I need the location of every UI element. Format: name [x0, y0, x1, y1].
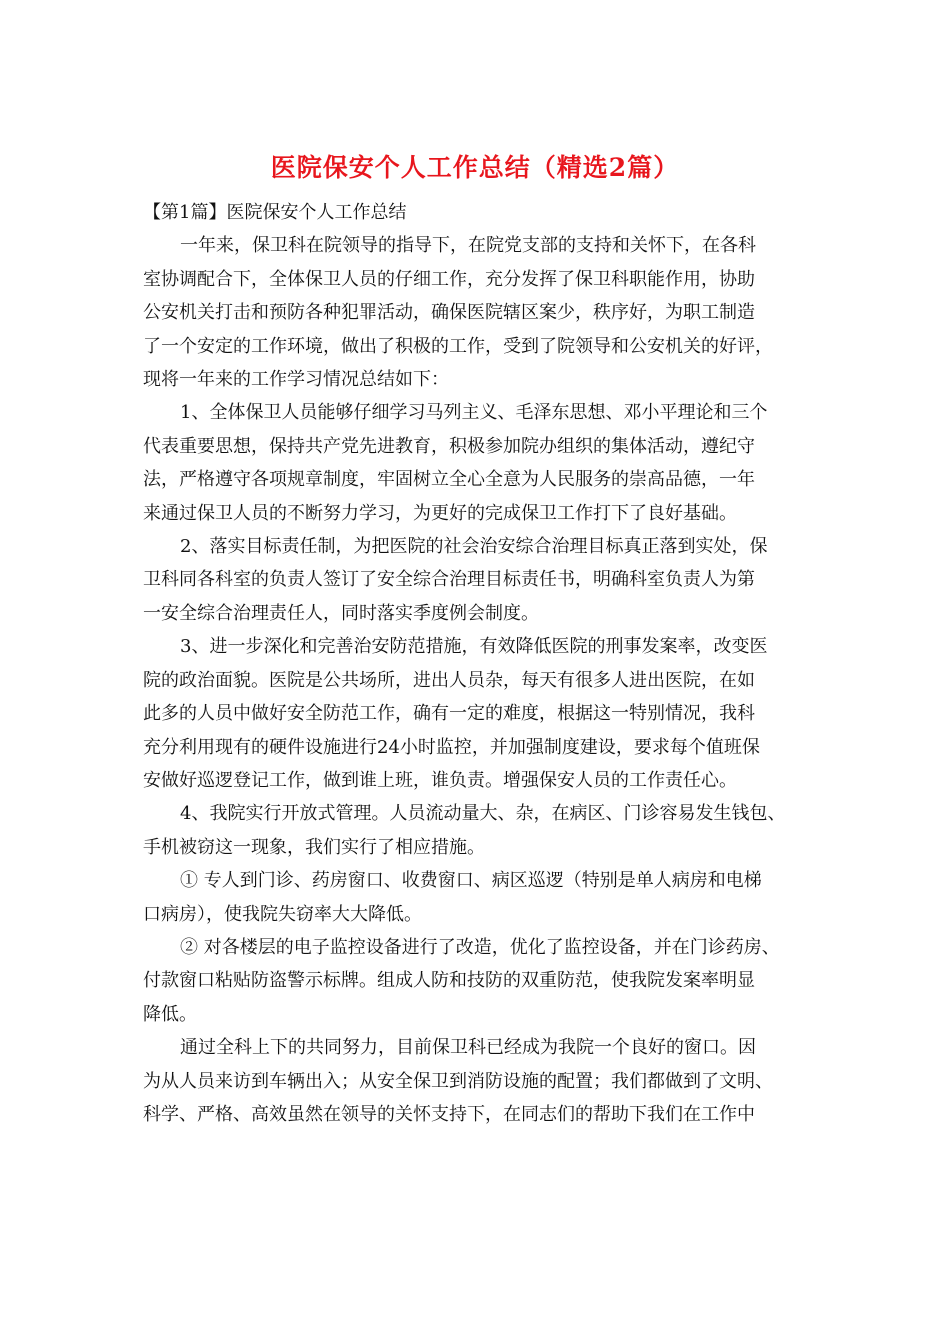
paragraph-line: 了一个安定的工作环境，做出了积极的工作，受到了院领导和公安机关的好评， — [143, 335, 773, 357]
paragraph-line: 为从人员来访到车辆出入；从安全保卫到消防设施的配置；我们都做到了文明、 — [143, 1070, 773, 1092]
paragraph-line: 一安全综合治理责任人，同时落实季度例会制度。 — [143, 602, 539, 624]
paragraph-line: 降低。 — [143, 1003, 197, 1025]
paragraph-line: 通过全科上下的共同努力，目前保卫科已经成为我院一个良好的窗口。因 — [180, 1037, 756, 1059]
paragraph-line: 3、进一步深化和完善治安防范措施，有效降低医院的刑事发案率，改变医 — [180, 636, 768, 658]
paragraph-line: 卫科同各科室的负责人签订了安全综合治理目标责任书，明确科室负责人为第 — [143, 569, 755, 591]
paragraph-line: 此多的人员中做好安全防范工作，确有一定的难度，根据这一特别情况，我科 — [143, 703, 755, 725]
paragraph-line: 一年来，保卫科在院领导的指导下，在院党支部的支持和关怀下，在各科 — [180, 235, 756, 257]
paragraph-line: 公安机关打击和预防各种犯罪活动，确保医院辖区案少，秩序好，为职工制造 — [143, 302, 755, 324]
paragraph-line: 4、我院实行开放式管理。人员流动量大、杂，在病区、门诊容易发生钱包、 — [180, 803, 786, 825]
paragraph-line: 1、全体保卫人员能够仔细学习马列主义、毛泽东思想、邓小平理论和三个 — [180, 402, 768, 424]
paragraph-line: ② 对各楼层的电子监控设备进行了改造，优化了监控设备，并在门诊药房、 — [180, 936, 780, 958]
paragraph-line: 2、落实目标责任制，为把医院的社会治安综合治理目标真正落到实处，保 — [180, 536, 768, 558]
paragraph-line: 室协调配合下，全体保卫人员的仔细工作，充分发挥了保卫科职能作用，协助 — [143, 268, 755, 290]
paragraph-line: 来通过保卫人员的不断努力学习，为更好的完成保卫工作打下了良好基础。 — [143, 502, 737, 524]
paragraph-line: 付款窗口粘贴防盗警示标牌。组成人防和技防的双重防范，使我院发案率明显 — [143, 970, 755, 992]
paragraph-line: 现将一年来的工作学习情况总结如下： — [143, 369, 449, 391]
paragraph-line: 科学、严格、高效虽然在领导的关怀支持下，在同志们的帮助下我们在工作中 — [143, 1103, 755, 1125]
paragraph-line: 安做好巡逻登记工作，做到谁上班，谁负责。增强保安人员的工作责任心。 — [143, 769, 737, 791]
paragraph-line: 手机被窃这一现象，我们实行了相应措施。 — [143, 836, 485, 858]
paragraph-line: 口病房），使我院失窃率大大降低。 — [143, 903, 422, 925]
document-body — [143, 196, 819, 1131]
paragraph-line: 院的政治面貌。医院是公共场所，进出人员杂，每天有很多人进出医院，在如 — [143, 669, 755, 691]
paragraph-line: 法，严格遵守各项规章制度，牢固树立全心全意为人民服务的崇高品德，一年 — [143, 469, 755, 491]
paragraph-line: 代表重要思想，保持共产党先进教育，积极参加院办组织的集体活动，遵纪守 — [143, 435, 755, 457]
document-title: 医院保安个人工作总结（精选2篇） — [270, 153, 680, 182]
paragraph-lines — [143, 229, 819, 1131]
paragraph-line: ① 专人到门诊、药房窗口、收费窗口、病区巡逻（特别是单人病房和电梯 — [180, 870, 762, 892]
paragraph-line: 充分利用现有的硬件设施进行24小时监控，并加强制度建设，要求每个值班保 — [143, 736, 760, 758]
section-heading: 【第1篇】医院保安个人工作总结 — [143, 202, 407, 223]
